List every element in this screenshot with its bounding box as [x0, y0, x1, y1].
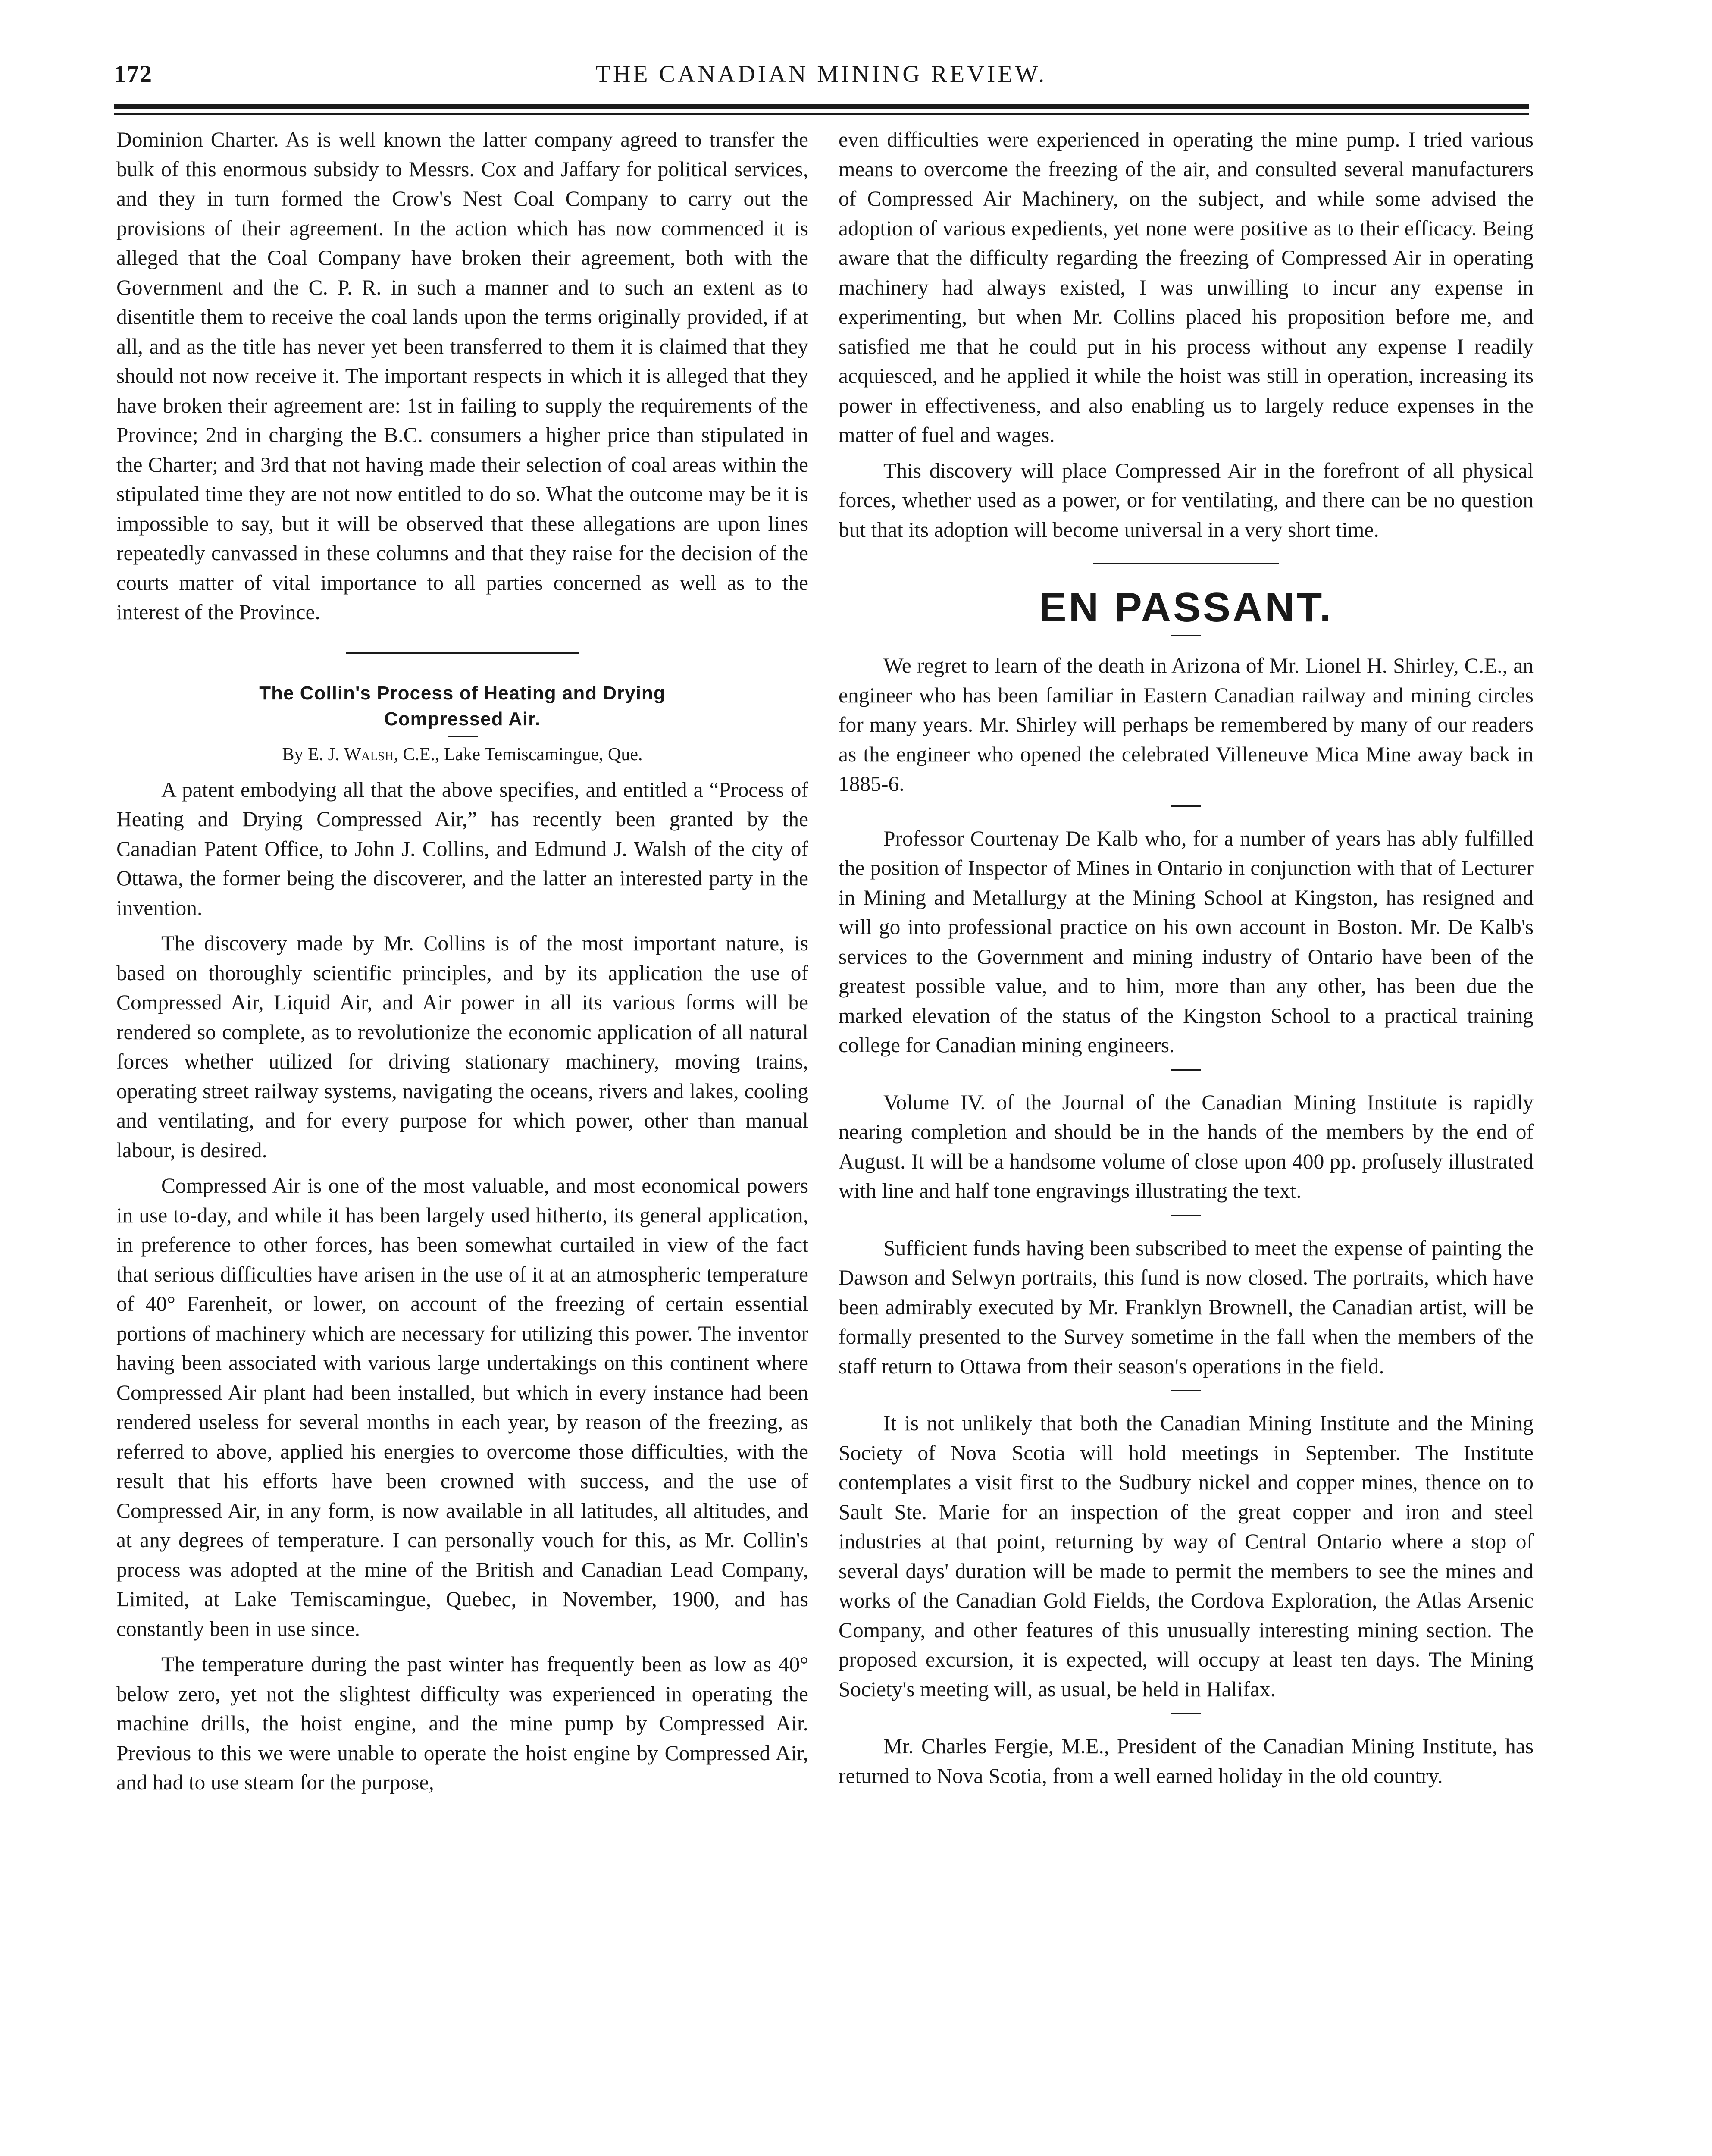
- item-separator: [1171, 1215, 1201, 1216]
- left-column: [116, 125, 808, 1798]
- news-item: It is not unlikely that both the Canadian Mining Institute and the Mining Society of Nova Scotia will hold meetings in September. The Institute contemplates a visit first to the Sudbury nickel and copper mines, thence on to Sault Ste. Marie for an inspection of the great copper and iron and steel industries at that point, returning by way of Central Ontario where a stop of several days' duration will be made to permit the members to see the mines and works of the Canadian Gold Fields, the Cordova Exploration, the Atlas Arsenic Company, and other features of this unusually interesting mining section. The proposed excursion, it is expected, will occupy at least ten days. The Mining Society's meeting will, as usual, be held in Halifax.: [839, 1411, 1534, 1701]
- byline-prefix: By E. J.: [282, 744, 344, 765]
- paragraph: The temperature during the past winter has frequently been as low as 40° below zero, yet not the slightest difficulty was experienced in operating the machine drills, the hoist engine, and the mine pump by Compressed Air. Previous to this we were unable to operate the hoist engine by Compressed Air, and had to use steam for the purpose,: [116, 1652, 808, 1794]
- article-title-line-1: The Collin's Process of Heating and Drying: [259, 682, 666, 704]
- section-divider: [1093, 563, 1279, 564]
- journal-title: THE CANADIAN MINING REVIEW.: [595, 61, 1047, 88]
- title-dash: [1171, 635, 1201, 636]
- article-title-line-2: Compressed Air.: [384, 708, 541, 730]
- page-number: 172: [114, 61, 153, 88]
- header-rule-thick: [114, 104, 1529, 109]
- paragraph: Dominion Charter. As is well known the latter company agreed to transfer the bulk of this enormous subsidy to Messrs. Cox and Jaffary for political services, and they in turn formed the Crow's Nest Coal Company to carry out the provisions of their agreement. In the action which has now commenced it is alleged that the Coal Company have broken their agreement, both with the Government and the C. P. R. in such a manner and to such an extent as to disentitle them to receive the coal lands upon the terms originally provided, if at all, and as the title has never yet been transferred to them it is claimed that they should not now receive it. The important respects in which it is alleged that they have broken their agreement are: 1st in failing to supply the requirements of the Province; 2nd in charging the B.C. consumers a higher price than stipulated in the Charter; and 3rd that not having made their selection of coal areas within the stipulated time they are not now entitled to do so. What the outcome may be it is impossible to say, but it will be observed that these allegations are upon lines repeatedly canvassed in these columns and that they raise for the decision of the courts matter of vital importance to all parties concerned as well as to the interest of the Province.: [116, 128, 808, 624]
- paragraph: A patent embodying all that the above specifies, and entitled a “Process of Heating and Drying Compressed Air,” has recently been granted by the Canadian Patent Office, to John J. Collins, and Edmund J. Walsh of the city of Ottawa, the former being the discoverer, and the latter an interested party in the invention.: [116, 777, 808, 920]
- byline-suffix: , C.E., Lake Temiscamingue, Que.: [394, 744, 643, 765]
- news-item: Sufficient funds having been subscribed to meet the expense of painting the Dawson and Selwyn portraits, this fund is now closed. The portraits, which have been admirably executed by Mr. Franklyn Brownell, the Canadian artist, will be formally presented to the Survey sometime in the fall when the members of the staff return to Ottawa from their season's operations in the field.: [839, 1236, 1534, 1378]
- news-item: We regret to learn of the death in Arizona of Mr. Lionel H. Shirley, C.E., an engineer who has been familiar in Eastern Canadian railway and mining circles for many years. Mr. Shirley will perhaps be remembered by many of our readers as the engineer who opened the celebrated Villeneuve Mica Mine away back in 1885-6.: [839, 654, 1534, 796]
- header-rule-thin: [114, 113, 1529, 115]
- right-column: [839, 125, 1534, 1791]
- news-item: Professor Courtenay De Kalb who, for a number of years has ably fulfilled the position of Inspector of Mines in Ontario in conjunction with that of Lecturer in Mining and Metallurgy at the Mining School at Kingston, has resigned and will go into professional practice on his own account in Boston. Mr. De Kalb's services to the Government and mining industry of Ontario have been of the greatest possible value, and to him, more than any other, has been due the marked elevation of the status of the Kingston School to a practical training college for Canadian mining engineers.: [839, 826, 1534, 1057]
- news-item: Volume IV. of the Journal of the Canadian Mining Institute is rapidly nearing completion and should be in the hands of the members by the end of August. It will be a handsome volume of close upon 400 pp. profusely illustrated with line and half tone engravings illustrating the text.: [839, 1090, 1534, 1203]
- item-separator: [1171, 805, 1201, 807]
- paragraph: Compressed Air is one of the most valuable, and most economical powers in use to-day, and while it has been largely used hitherto, its general application, in preference to other forces, has been somewhat curtailed in view of the fact that serious difficulties have arisen in the use of it at an atmospheric temperature of 40° Farenheit, or lower, on account of the freezing of certain essential portions of machinery which are necessary for utilizing this power. The inventor having been associated with various large undertakings on this continent where Compressed Air plant had been installed, but which in every instance had been rendered useless for several months in each year, by reason of the freezing, as referred to above, applied his energies to overcome those difficulties, with the result that his efforts have been crowned with success, and the use of Compressed Air, in any form, is now available in all latitudes, all altitudes, and at any degrees of temperature. I can personally vouch for this, as Mr. Collin's process was adopted at the mine of the British and Canadian Lead Company, Limited, at Lake Temiscamingue, Quebec, in November, 1900, and has constantly been in use since.: [116, 1174, 808, 1641]
- article-title: [116, 680, 808, 732]
- item-separator: [1171, 1713, 1201, 1714]
- paragraph: The discovery made by Mr. Collins is of the most important nature, is based on thoroughly scientific principles, and by its application the use of Compressed Air, Liquid Air, and Air power in all its various forms will be rendered so complete, as to revolutionize the economic application of all natural forces whether utilized for driving stationary machinery, moving trains, operating street railway systems, navigating the oceans, rivers and lakes, cooling and ventilating, and for every purpose for which power, other than manual labour, is desired.: [116, 931, 808, 1162]
- byline-author: Walsh: [344, 744, 394, 765]
- item-separator: [1171, 1390, 1201, 1391]
- title-dash: [448, 736, 478, 737]
- section-title: EN PASSANT.: [1039, 584, 1333, 630]
- byline: [116, 742, 808, 768]
- news-item: Mr. Charles Fergie, M.E., President of the Canadian Mining Institute, has returned to Nova Scotia, from a well earned holiday in the old country.: [839, 1734, 1534, 1788]
- page-header: [114, 60, 1529, 99]
- item-separator: [1171, 1069, 1201, 1071]
- paragraph: This discovery will place Compressed Air in the forefront of all physical forces, whether used as a power, or for ventilating, and there can be no question but that its adoption will become universal in a very short time.: [839, 458, 1534, 542]
- section-divider: [346, 652, 579, 654]
- paragraph: even difficulties were experienced in operating the mine pump. I tried various means to overcome the freezing of the air, and consulted several manufacturers of Compressed Air Machinery, on the subject, and while some advised the adoption of various expedients, yet none were positive as to their efficacy. Being aware that the difficulty regarding the freezing of Compressed Air in operating machinery had always existed, I was unwilling to incur any expense in experimenting, but when Mr. Collins placed his proposition before me, and satisfied me that he could put in his process without any expense I readily acquiesced, and he applied it while the hoist was still in operation, increasing its power in effectiveness, and also enabling us to largely reduce expenses in the matter of fuel and wages.: [839, 128, 1534, 447]
